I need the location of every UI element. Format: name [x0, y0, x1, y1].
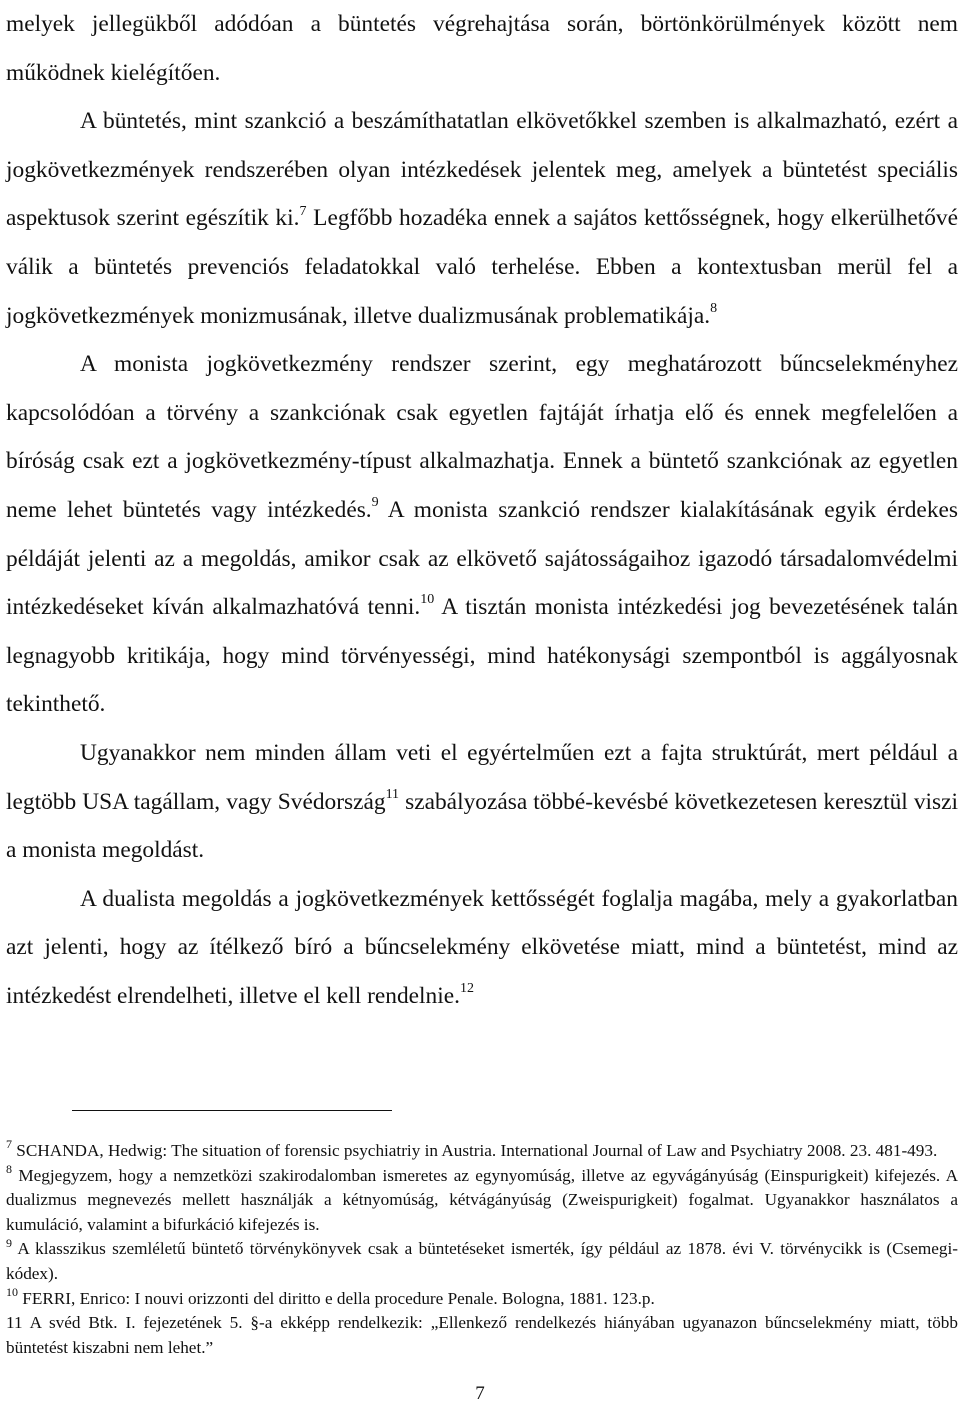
- footnote-text: A svéd Btk. I. fejezetének 5. §-a ekképp rendelkezik: „Ellenkező rendelkezés hiányában ugyanazon bűncselekmény miatt, több büntetést kiszabni nem lehet.”: [6, 1313, 958, 1357]
- paragraph-2: [6, 97, 958, 340]
- paragraph-3: [6, 340, 958, 729]
- footnote-ref-11: 11: [385, 786, 400, 802]
- paragraph-4: [6, 729, 958, 875]
- footnote-text: SCHANDA, Hedwig: The situation of forensic psychiatriy in Austria. International Journal of Law and Psychiatry 2008. 23. 481-493.: [16, 1141, 938, 1160]
- footnote-text: A klasszikus szemléletű büntető törvénykönyvek csak a büntetéseket ismerték, így például az 1878. évi V. törvénycikk is (Csemegi-kódex).: [6, 1239, 958, 1283]
- footnote-8: [6, 1161, 958, 1238]
- footnote-9: [6, 1237, 958, 1286]
- footnote-number: 11: [6, 1313, 23, 1333]
- footnote-text: Megjegyzem, hogy a nemzetközi szakirodalomban ismeretes az egynyomúság, illetve az egyvágányúság (Einspurigkeit) kifejezés. A dualizmus megnevezés mellett használják a kétnyomúság, kétvágányúság (Zweispurigkeit) fogalmat. Ugyanakkor használatos a kumuláció, valamint a bifurkáció kifejezés is.: [6, 1165, 958, 1234]
- paragraph-4-text-b: szabályozása többé-kevésbé következetesen keresztül viszi a monista megoldást.: [6, 788, 958, 864]
- footnote-7: [6, 1139, 958, 1164]
- paragraph-4-text-a: Ugyanakkor nem minden állam veti el egyértelműen ezt a fajta struktúrát, mert például a legtöbb USA tagállam, vagy Svédország: [6, 739, 958, 815]
- paragraph-3-text-c: A tisztán monista intézkedési jog bevezetésének talán legnagyobb kritikája, hogy mind törvényességi, mind hatékonysági szempontból is aggályosnak tekinthető.: [6, 594, 959, 718]
- paragraph-1: [6, 0, 958, 97]
- footnote-number: 10: [6, 1284, 18, 1299]
- paragraph-3-text-a: A monista jogkövetkezmény rendszer szerint, egy meghatározott bűncselekményhez kapcsolódóan a törvény a szankciónak csak egyetlen fajtáját írhatja elő és ennek megfelelően a bíróság csak ezt a jogkövetkezmény-típust alkalmazhatja. Ennek a büntető szankciónak az egyetlen neme lehet büntetés vagy intézkedés.: [6, 351, 958, 523]
- footnote-number: 9: [6, 1235, 12, 1250]
- paragraph-1-text: melyek jellegükből adódóan a büntetés végrehajtása során, börtönkörülmények között nem működnek kielégítően.: [6, 11, 958, 86]
- footnote-ref-9: 9: [371, 495, 379, 511]
- footnote-ref-8: 8: [710, 300, 718, 316]
- footnote-ref-12: 12: [459, 981, 474, 997]
- footnote-ref-10: 10: [420, 592, 435, 608]
- paragraph-2-text-b: Legfőbb hozadéka ennek a sajátos kettősségnek, hogy elkerülhetővé válik a büntetés prevenciós feladatokkal való terhelése. Ebben a kontextusban merül fel a jogkövetkezmények monizmusának, illetve dualizmusának problematikája.: [6, 205, 959, 329]
- footnote-text: FERRI, Enrico: I nouvi orizzonti del diritto e della procedure Penale. Bologna, 1881. 123.p.: [22, 1288, 655, 1308]
- footnotes: [6, 1139, 958, 1360]
- footnote-separator: [72, 1110, 392, 1111]
- body-text: [6, 0, 958, 1020]
- paragraph-2-text-a: A büntetés, mint szankció a beszámíthatatlan elkövetőkkel szemben is alkalmazható, ezért a jogkövetkezmények rendszerében olyan intézkedések jelentek meg, amelyek a büntetést speciális aspektusok szerint egészítik ki.: [6, 108, 958, 232]
- paragraph-3-text-b: A monista szankció rendszer kialakításának egyik érdekes példáját jelenti az a megoldás, amikor csak az elkövető sajátosságaihoz igazodó társadalomvédelmi intézkedéseket kíván alkalmazhatóvá tenni.: [6, 496, 958, 621]
- footnote-ref-7: 7: [299, 203, 307, 219]
- footnote-number: 8: [6, 1161, 12, 1176]
- page-number: 7: [475, 1383, 485, 1404]
- document-page: [6, 0, 958, 1020]
- paragraph-5-text: A dualista megoldás a jogkövetkezmények kettősségét foglalja magába, mely a gyakorlatban azt jelenti, hogy az ítélkező bíró a bűncselekmény elkövetése miatt, mind a büntetést, mind az intézkedést elrendelheti, illetve el kell rendelnie.: [6, 885, 958, 1009]
- footnote-10: [6, 1284, 958, 1312]
- footnote-number: 7: [6, 1137, 12, 1152]
- paragraph-5: [6, 875, 958, 1021]
- footnote-11: [6, 1311, 958, 1360]
